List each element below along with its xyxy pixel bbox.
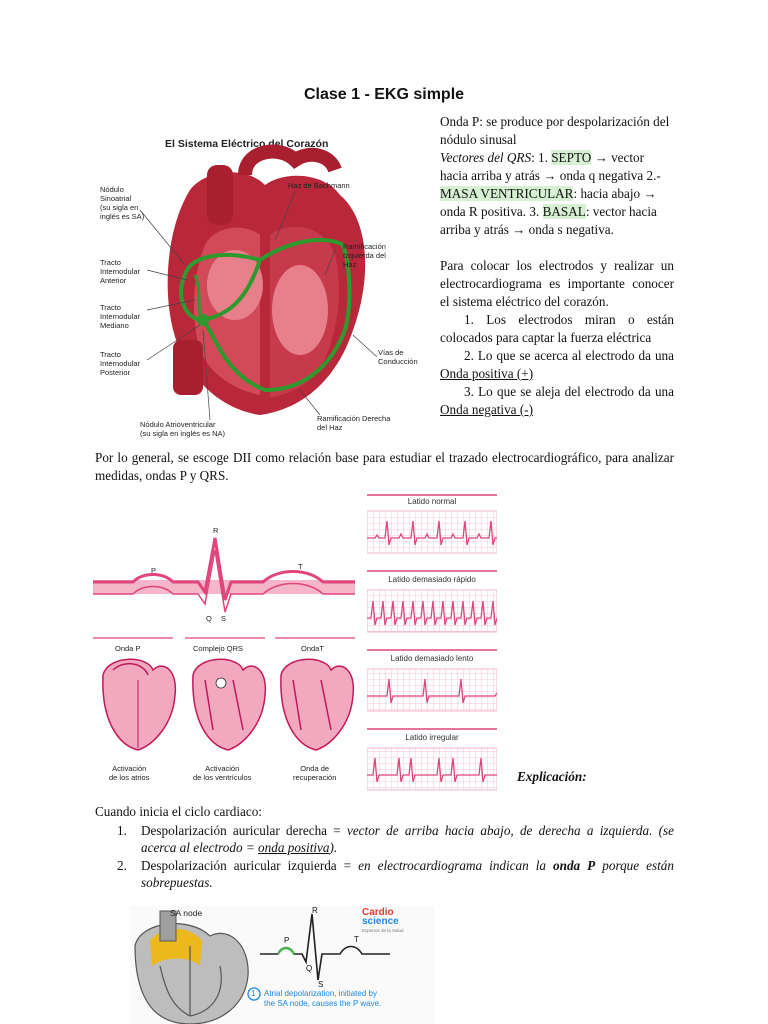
caption-recuperacion: Onda de recuperación xyxy=(293,764,337,782)
label-right-branch: Ramificación Derecha del Haz xyxy=(317,414,391,432)
explicacion-heading: Explicación: xyxy=(517,769,587,784)
caption-ventriculos: Activación de los ventrículos xyxy=(193,764,252,782)
ciclo-intro: Cuando inicia el ciclo cardiaco: xyxy=(95,804,262,819)
highlight-masa: MASA VENTRICULAR xyxy=(440,186,574,201)
electrodos-item-3: 3. Lo que se aleja del electrodo da una Onda negativa (-) xyxy=(440,384,674,417)
wave-label-t: T xyxy=(298,562,303,571)
panel-label-onda-p: Onda P xyxy=(115,644,141,653)
panel-label-onda-t: OndaT xyxy=(301,644,324,653)
right-column-text xyxy=(440,113,674,419)
label-av-node: Nódulo Atrioventricular (su sigla en inglés es NA) xyxy=(140,420,226,438)
strip-title-rapido: Latido demasiado rápido xyxy=(388,575,476,584)
cardio-logo: Cardio science Expertos de la Salud xyxy=(362,907,404,933)
electrodos-item-1: 1. Los electrodos miran o están colocados para captar la fuerza eléctrica xyxy=(440,312,674,345)
sa-node-figure xyxy=(130,906,435,1024)
strip-title-normal: Latido normal xyxy=(407,497,457,506)
electrodos-text: Para colocar los electrodos y realizar un electrocardiograma es importante conocer el sistema eléctrico del corazón. xyxy=(440,258,674,309)
ecg-wave-figure xyxy=(93,520,355,795)
label-anterior: Tracto Internodular Anterior xyxy=(100,258,141,285)
strip-title-lento: Latido demasiado lento xyxy=(390,654,474,663)
ciclo-item-1: 1. Despolarización auricular derecha = vector de arriba hacia abajo, de derecha a izquierda. (se acerca al electrodo = onda positiva). xyxy=(117,823,674,855)
strip-title-irregular: Latido irregular xyxy=(405,733,459,742)
label-posterior: Tracto Internodular Posterior xyxy=(100,350,141,377)
electrodos-item-2: 2. Lo que se acerca al electrodo da una Onda positiva (+) xyxy=(440,348,674,381)
wave-label-q: Q xyxy=(206,614,212,623)
page-title: Clase 1 - EKG simple xyxy=(303,86,465,103)
heart-illustration xyxy=(95,135,435,440)
rhythm-strips-svg xyxy=(367,493,497,791)
bottom-wave-r: R xyxy=(312,906,318,915)
vectores-qrs-text: Vectores del QRS: 1. SEPTO → vector hacia arriba y atrás → onda q negativa 2.- MASA VENTRICULAR: hacia abajo → onda R positiva. 3. BASAL: vector hacia arriba y atrás → onda s negativa. xyxy=(440,150,661,237)
ecg-wave-diagram xyxy=(93,520,355,795)
panel-label-qrs: Complejo QRS xyxy=(193,644,244,653)
step-number: 1 xyxy=(251,989,256,998)
rhythm-strips xyxy=(367,493,497,791)
label-bachmann: Haz de Bachmann xyxy=(288,181,350,190)
bottom-wave-s: S xyxy=(318,980,324,989)
ciclo-item-2: 2. Despolarización auricular izquierda = en electrocardiograma indican la onda P porque están sobrepuestas. xyxy=(117,858,674,890)
bottom-wave-t: T xyxy=(354,935,359,944)
label-conduction: Vías de Conducción xyxy=(378,348,418,366)
label-sa-node: Nódulo Sinoatrial (su sigla en inglés es SA) xyxy=(100,185,145,221)
dii-paragraph: Por lo general, se escoge DII como relación base para estudiar el trazado electrocardiográfico, para analizar medidas, ondas P y QRS. xyxy=(95,450,674,483)
label-middle: Tracto Internodular Mediano xyxy=(100,303,141,330)
highlight-septo: SEPTO xyxy=(551,150,592,165)
onda-p-text: Onda P: se produce por despolarización del nódulo sinusal xyxy=(440,114,670,147)
bottom-wave-q: Q xyxy=(306,964,313,973)
wave-label-r: R xyxy=(213,526,219,535)
sa-node-label: SA node xyxy=(170,908,203,918)
heart-figure xyxy=(95,135,435,440)
wave-label-s: S xyxy=(221,614,227,623)
wave-label-p: P xyxy=(151,566,157,575)
highlight-basal: BASAL xyxy=(542,204,586,219)
caption-atrios: Activación de los atrios xyxy=(109,764,150,782)
bottom-wave-p: P xyxy=(284,936,290,945)
sa-node-caption: Atrial depolarization, initiated by the SA node, causes the P wave. xyxy=(264,989,382,1008)
heart-figure-title: El Sistema Eléctrico del Corazón xyxy=(165,138,329,150)
label-left-branch: Ramificación Izquierda del Haz xyxy=(343,242,386,269)
